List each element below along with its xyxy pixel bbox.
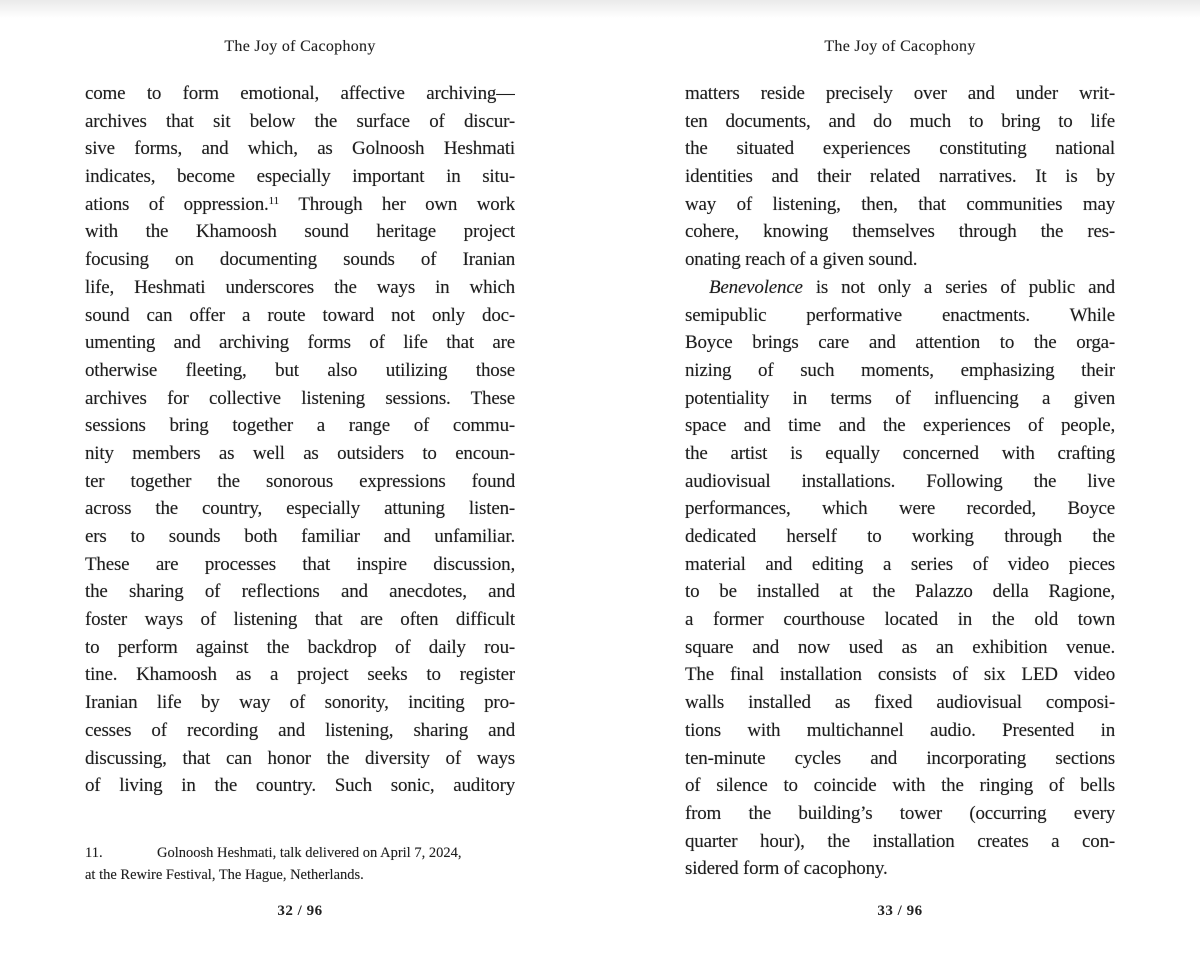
text-line: tions with multichannel audio. Presented in xyxy=(685,719,1115,741)
text-line: material and editing a series of video pieces xyxy=(685,553,1115,575)
text-line: space and time and the experiences of people, xyxy=(685,415,1115,437)
running-header: The Joy of Cacophony xyxy=(224,38,376,55)
text-line: sidered form of cacophony. xyxy=(685,858,888,880)
text-line: performances, which were recorded, Boyce xyxy=(685,498,1115,520)
text-line: umenting and archiving forms of life that are xyxy=(85,332,515,354)
footnote-line xyxy=(85,843,515,865)
text-line: identities and their related narratives. It is by xyxy=(685,166,1115,188)
text-line: ten-minute cycles and incorporating sections xyxy=(685,747,1115,769)
text-line: to be installed at the Palazzo della Ragione, xyxy=(685,581,1115,603)
text-line: square and now used as an exhibition venue. xyxy=(685,636,1115,658)
text-line: sive forms, and which, as Golnoosh Heshmati xyxy=(85,138,515,160)
text-line: Benevolence is not only a series of public and xyxy=(709,276,1115,298)
text-line: cohere, knowing themselves through the res- xyxy=(685,221,1115,243)
text-line: ten documents, and do much to bring to life xyxy=(685,110,1115,132)
text-line: otherwise fleeting, but also utilizing those xyxy=(85,359,515,381)
text-line: potentiality in terms of influencing a given xyxy=(685,387,1115,409)
text-line: with the Khamoosh sound heritage project xyxy=(85,221,515,243)
footnote-marker: 11. xyxy=(85,845,103,861)
text-line: of living in the country. Such sonic, auditory xyxy=(85,775,515,797)
text-line: tine. Khamoosh as a project seeks to register xyxy=(85,664,515,686)
text-line: way of listening, then, that communities may xyxy=(685,193,1115,215)
text-line: quarter hour), the installation creates a con- xyxy=(685,830,1115,852)
text-line: onating reach of a given sound. xyxy=(685,249,918,271)
text-line: audiovisual installations. Following the live xyxy=(685,470,1115,492)
text-line: matters reside precisely over and under writ- xyxy=(685,83,1115,104)
text-line: the artist is equally concerned with crafting xyxy=(685,442,1115,464)
text-line: ter together the sonorous expressions found xyxy=(85,470,515,492)
text-line: ations of oppression.$^{11}$ Through her own work xyxy=(85,193,515,215)
text-line: semipublic performative enactments. While xyxy=(685,304,1115,326)
page-left xyxy=(85,0,515,965)
page-body-text xyxy=(685,80,1115,883)
text-line: of silence to coincide with the ringing of bells xyxy=(685,775,1115,797)
text-line: walls installed as fixed audiovisual composi- xyxy=(685,692,1115,714)
text-line: nizing of such moments, emphasizing their xyxy=(685,359,1115,381)
page-body-text xyxy=(85,80,515,800)
text-line: sound can offer a route toward not only doc- xyxy=(85,304,515,326)
text-line: the situated experiences constituting national xyxy=(685,138,1115,160)
text-line: discussing, that can honor the diversity of ways xyxy=(85,747,515,769)
text-line: the sharing of reflections and anecdotes, and xyxy=(85,581,515,603)
footnote-text: Golnoosh Heshmati, talk delivered on April 7, 2024, xyxy=(157,845,462,861)
text-line: sessions bring together a range of commu- xyxy=(85,415,515,437)
text-line: across the country, especially attuning listen- xyxy=(85,498,515,520)
text-line: to perform against the backdrop of daily rou- xyxy=(85,636,515,658)
text-line: Boyce brings care and attention to the orga- xyxy=(685,332,1115,354)
text-line: Iranian life by way of sonority, inciting pro- xyxy=(85,692,515,714)
text-line: dedicated herself to working through the xyxy=(685,526,1115,547)
text-line: come to form emotional, affective archiving— xyxy=(85,83,515,104)
text-line: nity members as well as outsiders to encoun- xyxy=(85,442,515,464)
footnote-line: at the Rewire Festival, The Hague, Netherlands. xyxy=(85,866,364,883)
text-line: life, Heshmati underscores the ways in which xyxy=(85,276,515,298)
text-line: indicates, become especially important in situ- xyxy=(85,166,515,188)
text-line: from the building’s tower (occurring every xyxy=(685,802,1115,824)
text-line: archives for collective listening sessions. These xyxy=(85,387,515,409)
text-line: foster ways of listening that are often difficult xyxy=(85,609,515,631)
page-number: 33 / 96 xyxy=(877,903,923,919)
text-line: These are processes that inspire discussion, xyxy=(85,553,515,575)
text-line: archives that sit below the surface of discur- xyxy=(85,110,515,132)
text-line: ers to sounds both familiar and unfamiliar. xyxy=(85,526,515,547)
footnote xyxy=(85,843,515,886)
page-number: 32 / 96 xyxy=(277,903,323,919)
text-line: focusing on documenting sounds of Iranian xyxy=(85,249,515,271)
running-header: The Joy of Cacophony xyxy=(824,38,976,55)
text-line: cesses of recording and listening, sharing and xyxy=(85,719,515,741)
text-line: The final installation consists of six LED video xyxy=(685,664,1115,686)
page-right xyxy=(685,0,1115,965)
text-line: a former courthouse located in the old town xyxy=(685,609,1115,631)
